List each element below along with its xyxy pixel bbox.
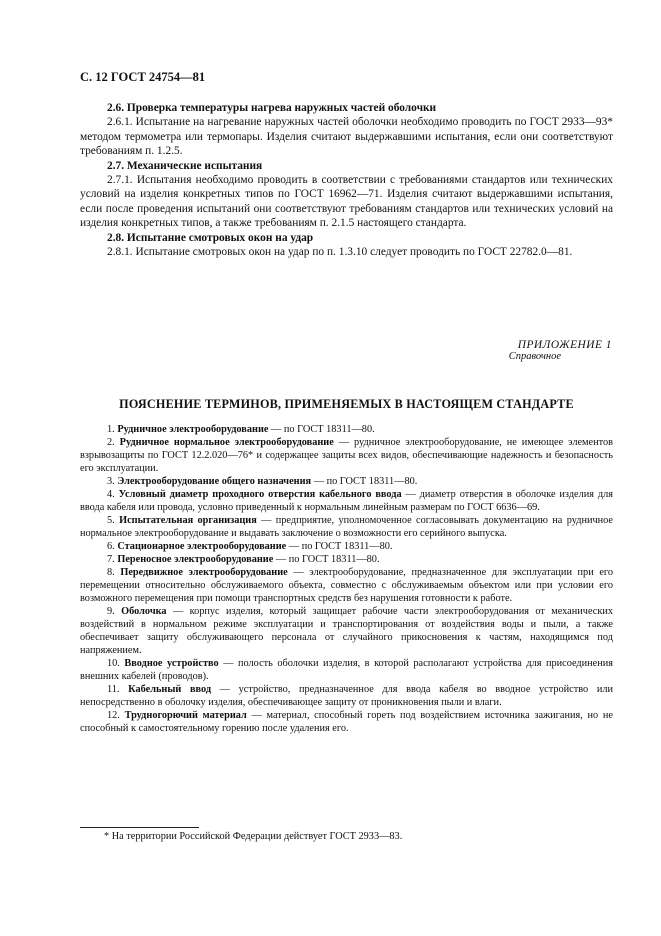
term-item [80, 553, 613, 566]
term-definition: — по ГОСТ 18311—80. [268, 424, 375, 435]
term-number: 3. [107, 476, 115, 487]
term-item [80, 683, 613, 709]
term-definition: — рудничное электрооборудование, не имеющее элементов взрывозащиты по ГОСТ 12.2.020—76* и содержащее защиты всех видов, обеспечивающие надежность и безопасность его эксплуатации. [80, 437, 614, 474]
term-number: 1. [107, 424, 115, 435]
section-paragraph: 2.8.1. Испытание смотровых окон на удар по п. 1.3.10 следует проводить по ГОСТ 22782.0—81. [107, 246, 573, 259]
term-number: 2. [107, 437, 115, 448]
term-item [80, 423, 613, 436]
section-heading: 2.6. Проверка температуры нагрева наружных частей оболочки [107, 102, 437, 114]
term-name: Трудногорючий материал [124, 710, 247, 721]
term-name: Передвижное электрооборудование [120, 567, 288, 578]
term-number: 5. [107, 515, 115, 526]
term-item [80, 566, 613, 605]
term-item [80, 540, 613, 553]
term-definition: — устройство, предназначенное для ввода кабеля во вводное устройство или непосредственно в оболочку изделия, обеспечивающее защиту от проникновения пыли и влаги. [80, 684, 613, 708]
section-heading: 2.7. Механические испытания [107, 159, 263, 172]
appendix-subtitle: Справочное [508, 351, 562, 362]
term-definition: — по ГОСТ 18311—80. [273, 554, 380, 565]
section-heading: 2.8. Испытание смотровых окон на удар [107, 231, 314, 244]
term-number: 11. [107, 684, 120, 695]
term-number: 4. [107, 489, 115, 500]
annex-title: ПОЯСНЕНИЕ ТЕРМИНОВ, ПРИМЕНЯЕМЫХ В НАСТОЯЩЕМ СТАНДАРТЕ [119, 397, 574, 411]
term-definition: — корпус изделия, который защищает рабочие части электрооборудования от механических воздействий в нормальном режиме эксплуатации и транспортирования от воздействия воды и пыли, а также обеспечивает защиту обслуживающего персонала от случайного прикосновения к частям, находящимся под напряжением. [80, 606, 614, 656]
term-definition: — по ГОСТ 18311—80. [286, 541, 393, 552]
term-name: Переносное электрооборудование [117, 554, 274, 565]
term-item [80, 605, 613, 657]
term-number: 9. [107, 606, 115, 617]
term-item [80, 657, 613, 683]
terms-list [80, 423, 613, 735]
section-paragraph: 2.6.1. Испытание на нагревание наружных частей оболочки необходимо проводить по ГОСТ 2933—93* методом термометра или термопары. Изделия считают выдержавшими испытания, если они соответствуют требованиям п. 1.2.5. [80, 116, 613, 158]
page-header: С. 12 ГОСТ 24754—81 [80, 70, 206, 84]
term-definition: — полость оболочки изделия, в которой располагают устройства для присоединения внешних кабелей (проводов). [80, 658, 614, 682]
term-definition: — материал, способный гореть под воздействием источника зажигания, но не способный к самостоятельному горению после удаления его. [80, 710, 613, 734]
term-item [80, 475, 613, 488]
term-name: Испытательная организация [119, 515, 257, 526]
term-item [80, 709, 613, 735]
term-definition: — предприятие, уполномоченное согласовывать документацию на рудничное нормальное электрооборудование и выдавать заключение о возможности его серийного выпуска. [80, 515, 614, 539]
term-name: Электрооборудование общего назначения [117, 476, 312, 487]
appendix-label [508, 339, 612, 362]
term-name: Оболочка [121, 606, 167, 617]
section-paragraph: 2.7.1. Испытания необходимо проводить в соответствии с требованиями стандартов или технических условий на изделия конкретных типов по ГОСТ 16962—71. Изделия считают выдержавшими испытания, если после проведения испытаний они соответствуют требованиям стандартов или технических условий на изделия конкретных типов, а также требованиям п. 2.1.5 настоящего стандарта. [80, 174, 613, 230]
term-name: Рудничное электрооборудование [117, 424, 269, 435]
term-name: Условный диаметр проходного отверстия кабельного ввода [118, 489, 402, 500]
term-item [80, 436, 613, 475]
term-number: 10. [107, 658, 120, 669]
term-definition: — электрооборудование, предназначенное для эксплуатации при его перемещении относительно обслуживаемого объекта, совместно с обслуживаемым объектом или при условии его возможного перемещения при помощи транспортных средств без нарушения готовности к работе. [80, 567, 614, 604]
term-item [80, 488, 613, 514]
term-number: 6. [107, 541, 115, 552]
main-text [80, 101, 613, 259]
footnote: * На территории Российской Федерации действует ГОСТ 2933—83. [104, 831, 403, 842]
term-number: 8. [107, 567, 115, 578]
term-name: Рудничное нормальное электрооборудование [119, 437, 334, 448]
term-number: 12. [107, 710, 120, 721]
term-item [80, 514, 613, 540]
term-number: 7. [107, 554, 115, 565]
footnote-divider [80, 827, 199, 828]
term-definition: — диаметр отверстия в оболочке изделия для ввода кабеля или провода, условно приведенный к нормальным линейным размерам по ГОСТ 6636—69. [80, 489, 613, 513]
term-definition: — по ГОСТ 18311—80. [311, 476, 418, 487]
term-name: Вводное устройство [124, 658, 219, 669]
term-name: Стационарное электрооборудование [117, 541, 287, 552]
appendix-title: ПРИЛОЖЕНИЕ 1 [517, 339, 612, 351]
term-name: Кабельный ввод [128, 684, 212, 695]
